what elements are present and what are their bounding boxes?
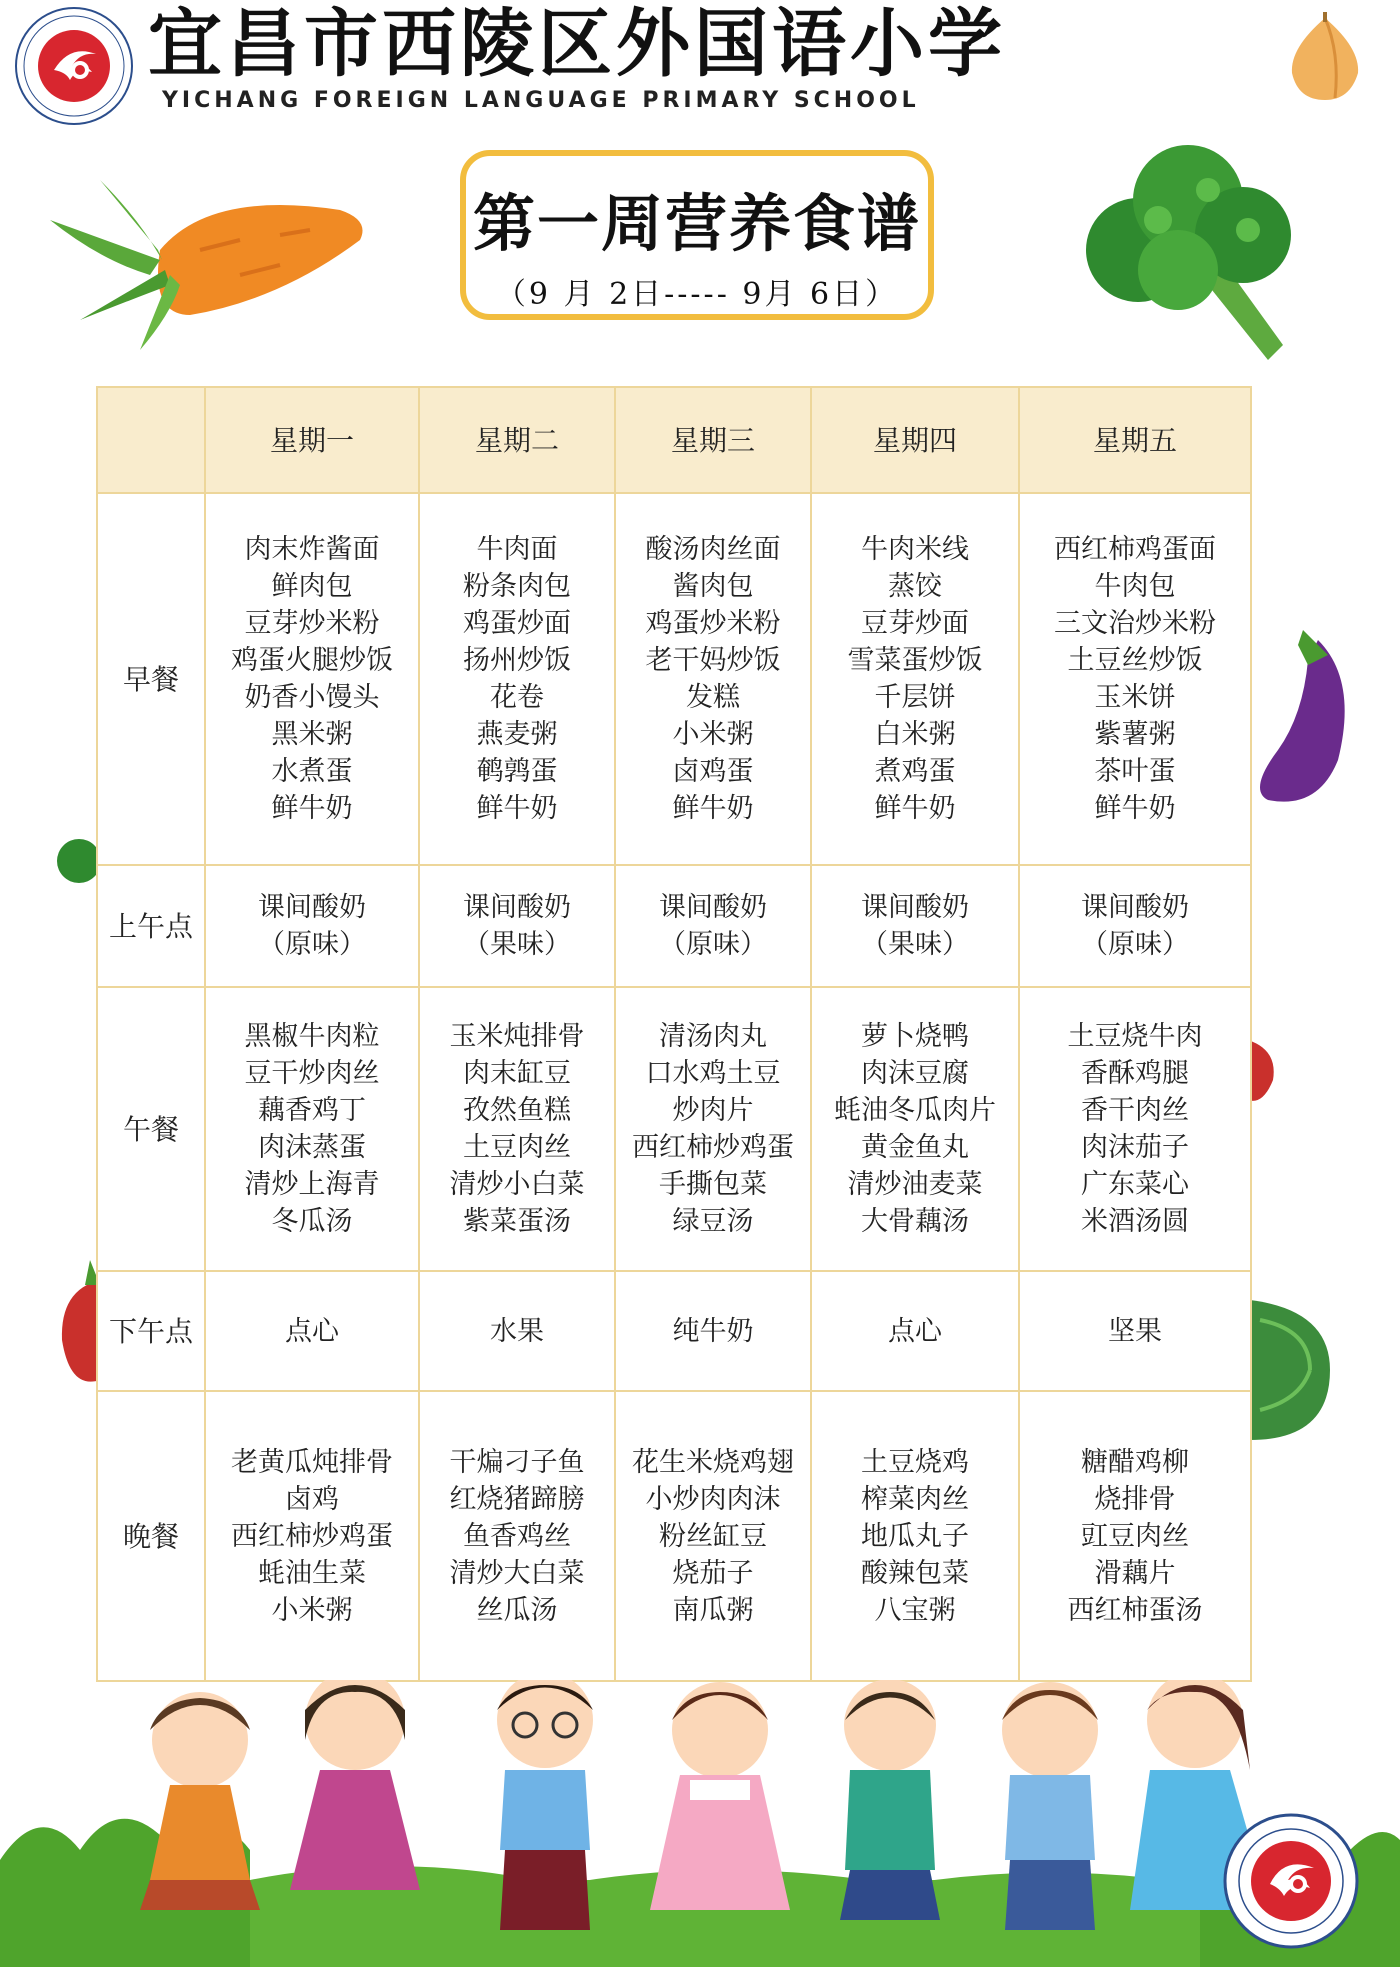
dish-item: 榨菜肉丝 [861,1483,969,1515]
dish-item: 鲜牛奶 [672,793,754,824]
menu-cell [811,493,1019,865]
group-logo-icon [1222,1812,1360,1950]
dish-item: 酸辣包菜 [861,1557,969,1589]
dish-item: 黑椒牛肉粒 [244,1021,380,1052]
dish-item: 鲜牛奶 [874,793,956,824]
menu-title-box [460,150,934,320]
menu-cell [1019,1271,1251,1391]
dish-item: 花卷 [490,682,544,713]
date-range: （9 月 2日----- 9月 6日） [495,277,899,312]
menu-cell [419,1271,615,1391]
day-header: 星期五 [1019,387,1251,493]
menu-cell [1019,493,1251,865]
dish-item: 口水鸡土豆 [645,1058,781,1089]
corner-cell [97,387,205,493]
dish-item: （原味） [258,929,366,960]
menu-cell [205,1271,419,1391]
meal-label: 上午点 [97,865,205,987]
menu-cell [205,987,419,1271]
day-header: 星期二 [419,387,615,493]
dish-item: 红烧猪蹄膀 [449,1483,585,1515]
dish-item: 水果 [490,1315,544,1347]
dish-item: 丝瓜汤 [476,1594,558,1626]
dish-item: 土豆丝炒饭 [1067,645,1203,676]
dish-item: 鹌鹑蛋 [476,756,558,787]
morning-snack-row [97,865,1251,987]
carrot-icon [40,100,380,350]
dish-item: 燕麦粥 [476,719,558,750]
dish-item: 三文治炒米粉 [1054,608,1216,639]
afternoon-snack-row [97,1271,1251,1391]
dish-item: 烧排骨 [1094,1483,1176,1515]
dish-item: 孜然鱼糕 [463,1095,571,1126]
dish-item: 广东菜心 [1081,1169,1189,1200]
dish-item: 清炒小白菜 [449,1169,585,1200]
dish-item: 煮鸡蛋 [874,756,956,787]
dish-item: 卤鸡蛋 [672,756,754,787]
dish-item: 肉沫茄子 [1081,1132,1189,1163]
dish-item: 鸡蛋炒面 [463,608,571,639]
dish-item: 土豆烧牛肉 [1067,1021,1203,1052]
dish-item: 西红柿鸡蛋面 [1054,534,1216,565]
dish-item: 清炒上海青 [244,1169,380,1200]
dish-item: 鱼香鸡丝 [463,1520,571,1552]
dish-item: 玉米炖排骨 [449,1021,585,1052]
menu-cell [615,1271,811,1391]
dish-item: 米酒汤圆 [1081,1206,1189,1237]
dish-item: 黑米粥 [271,719,353,750]
dish-item: 豇豆肉丝 [1081,1520,1189,1552]
dish-item: 豆芽炒米粉 [244,608,380,639]
onion-icon [1280,8,1370,103]
dish-item: 肉沫蒸蛋 [258,1132,366,1163]
dish-item: 酱肉包 [672,571,754,602]
pepper-icon [1248,1030,1278,1110]
dish-item: 鸡蛋炒米粉 [645,608,781,639]
dish-item: 炒肉片 [672,1095,754,1126]
dish-item: 点心 [888,1315,942,1347]
dish-item: 玉米饼 [1094,682,1176,713]
dish-item: 鲜牛奶 [1094,793,1176,824]
dish-item: 粉丝缸豆 [659,1520,767,1552]
menu-cell [615,493,811,865]
dish-item: 烧茄子 [672,1557,754,1589]
dish-item: 冬瓜汤 [271,1206,353,1237]
dish-item: 西红柿炒鸡蛋 [632,1132,794,1163]
dish-item: 豆芽炒面 [861,608,969,639]
dish-item: 手撕包菜 [659,1169,767,1200]
dish-item: 牛肉米线 [861,534,969,565]
dish-item: 茶叶蛋 [1094,756,1176,787]
dish-item: 鸡蛋火腿炒饭 [231,645,393,676]
menu-cell [811,1271,1019,1391]
dish-item: 地瓜丸子 [861,1520,969,1552]
broccoli-icon [1068,140,1308,370]
dish-item: 牛肉面 [476,534,558,565]
dish-item: 紫菜蛋汤 [463,1206,571,1237]
dish-item: 课间酸奶 [861,892,969,923]
dish-item: 奶香小馒头 [244,682,380,713]
dish-item: 蚝油冬瓜肉片 [834,1095,996,1126]
dish-item: 小米粥 [672,719,754,750]
lunch-row [97,987,1251,1271]
menu-cell [419,493,615,865]
dish-item: 滑藕片 [1094,1557,1176,1589]
dish-item: 大骨藕汤 [861,1206,969,1237]
dish-item: 蚝油生菜 [258,1557,366,1589]
menu-table [96,386,1252,1682]
dish-item: 糖醋鸡柳 [1081,1446,1189,1478]
dish-item: 小炒肉肉沫 [645,1483,781,1515]
menu-cell [419,1391,615,1681]
breakfast-row [97,493,1251,865]
menu-cell [1019,865,1251,987]
table-header-row [97,387,1251,493]
day-header: 星期三 [615,387,811,493]
dish-item: 西红柿炒鸡蛋 [231,1520,393,1552]
menu-cell [1019,987,1251,1271]
dish-item: 豆干炒肉丝 [244,1058,380,1089]
dish-item: 纯牛奶 [672,1315,754,1347]
dish-item: 肉末炸酱面 [244,534,380,565]
dish-item: 土豆肉丝 [463,1132,571,1163]
dish-item: 绿豆汤 [672,1206,754,1237]
school-name-chinese: 宜昌市西陵区外国语小学 [148,1,1006,87]
menu-cell [1019,1391,1251,1681]
cabbage-icon [1250,1290,1330,1450]
menu-cell [811,987,1019,1271]
dish-item: （原味） [659,929,767,960]
pepper-icon-left [60,1240,100,1400]
menu-cell [205,865,419,987]
menu-cell [615,865,811,987]
menu-cell [419,987,615,1271]
page-title: 第一周营养食谱 [472,187,921,260]
menu-cell [811,1391,1019,1681]
day-header: 星期一 [205,387,419,493]
dish-item: 发糕 [686,682,740,713]
dish-item: 清汤肉丸 [659,1021,767,1052]
dish-item: 老干妈炒饭 [645,645,781,676]
children-illustration [0,1680,1400,1967]
dish-item: （果味） [463,929,571,960]
dish-item: 鲜牛奶 [271,793,353,824]
dish-item: 南瓜粥 [672,1594,754,1626]
menu-cell [615,987,811,1271]
dish-item: 点心 [285,1315,339,1347]
dish-item: 白米粥 [874,719,956,750]
meal-label: 早餐 [97,493,205,865]
dish-item: 牛肉包 [1094,571,1176,602]
dish-item: 扬州炒饭 [463,645,571,676]
dish-item: 萝卜烧鸭 [861,1021,969,1052]
dish-item: 酸汤肉丝面 [645,534,781,565]
dish-item: 粉条肉包 [463,571,571,602]
dish-item: 藕香鸡丁 [258,1095,366,1126]
menu-cell [205,1391,419,1681]
dish-item: 香干肉丝 [1081,1095,1189,1126]
dish-item: 老黄瓜炖排骨 [231,1446,393,1478]
dish-item: 课间酸奶 [258,892,366,923]
dish-item: 肉沫豆腐 [861,1058,969,1089]
dish-item: 坚果 [1108,1315,1162,1347]
dish-item: 课间酸奶 [463,892,571,923]
dinner-row [97,1391,1251,1681]
dish-item: 八宝粥 [874,1594,956,1626]
dish-item: 蒸饺 [888,571,942,602]
dish-item: 西红柿蛋汤 [1067,1594,1203,1626]
dish-item: 课间酸奶 [1081,892,1189,923]
menu-cell [419,865,615,987]
dish-item: 水煮蛋 [271,756,353,787]
dish-item: 清炒油麦菜 [847,1169,983,1200]
menu-cell [811,865,1019,987]
menu-cell [615,1391,811,1681]
school-name-english: YICHANG FOREIGN LANGUAGE PRIMARY SCHOOL [162,88,920,113]
dish-item: （原味） [1081,929,1189,960]
dish-item: 紫薯粥 [1094,719,1176,750]
eggplant-icon [1248,620,1358,810]
meal-label: 晚餐 [97,1391,205,1681]
dish-item: 雪菜蛋炒饭 [847,645,983,676]
dish-item: 清炒大白菜 [449,1557,585,1589]
dish-item: 黄金鱼丸 [861,1132,969,1163]
meal-label: 下午点 [97,1271,205,1391]
dish-item: 鲜肉包 [271,571,353,602]
menu-body [97,493,1251,1681]
dish-item: 小米粥 [271,1594,353,1626]
dish-item: 干煸刁子鱼 [449,1446,585,1478]
menu-cell [205,493,419,865]
dish-item: 卤鸡 [285,1483,339,1515]
dish-item: 香酥鸡腿 [1081,1058,1189,1089]
dish-item: 千层饼 [874,682,956,713]
dish-item: 花生米烧鸡翅 [632,1446,794,1478]
dish-item: 土豆烧鸡 [861,1446,969,1478]
dish-item: （果味） [861,929,969,960]
dish-item: 鲜牛奶 [476,793,558,824]
dish-item: 课间酸奶 [659,892,767,923]
meal-label: 午餐 [97,987,205,1271]
dish-item: 肉末缸豆 [463,1058,571,1089]
day-header: 星期四 [811,387,1019,493]
